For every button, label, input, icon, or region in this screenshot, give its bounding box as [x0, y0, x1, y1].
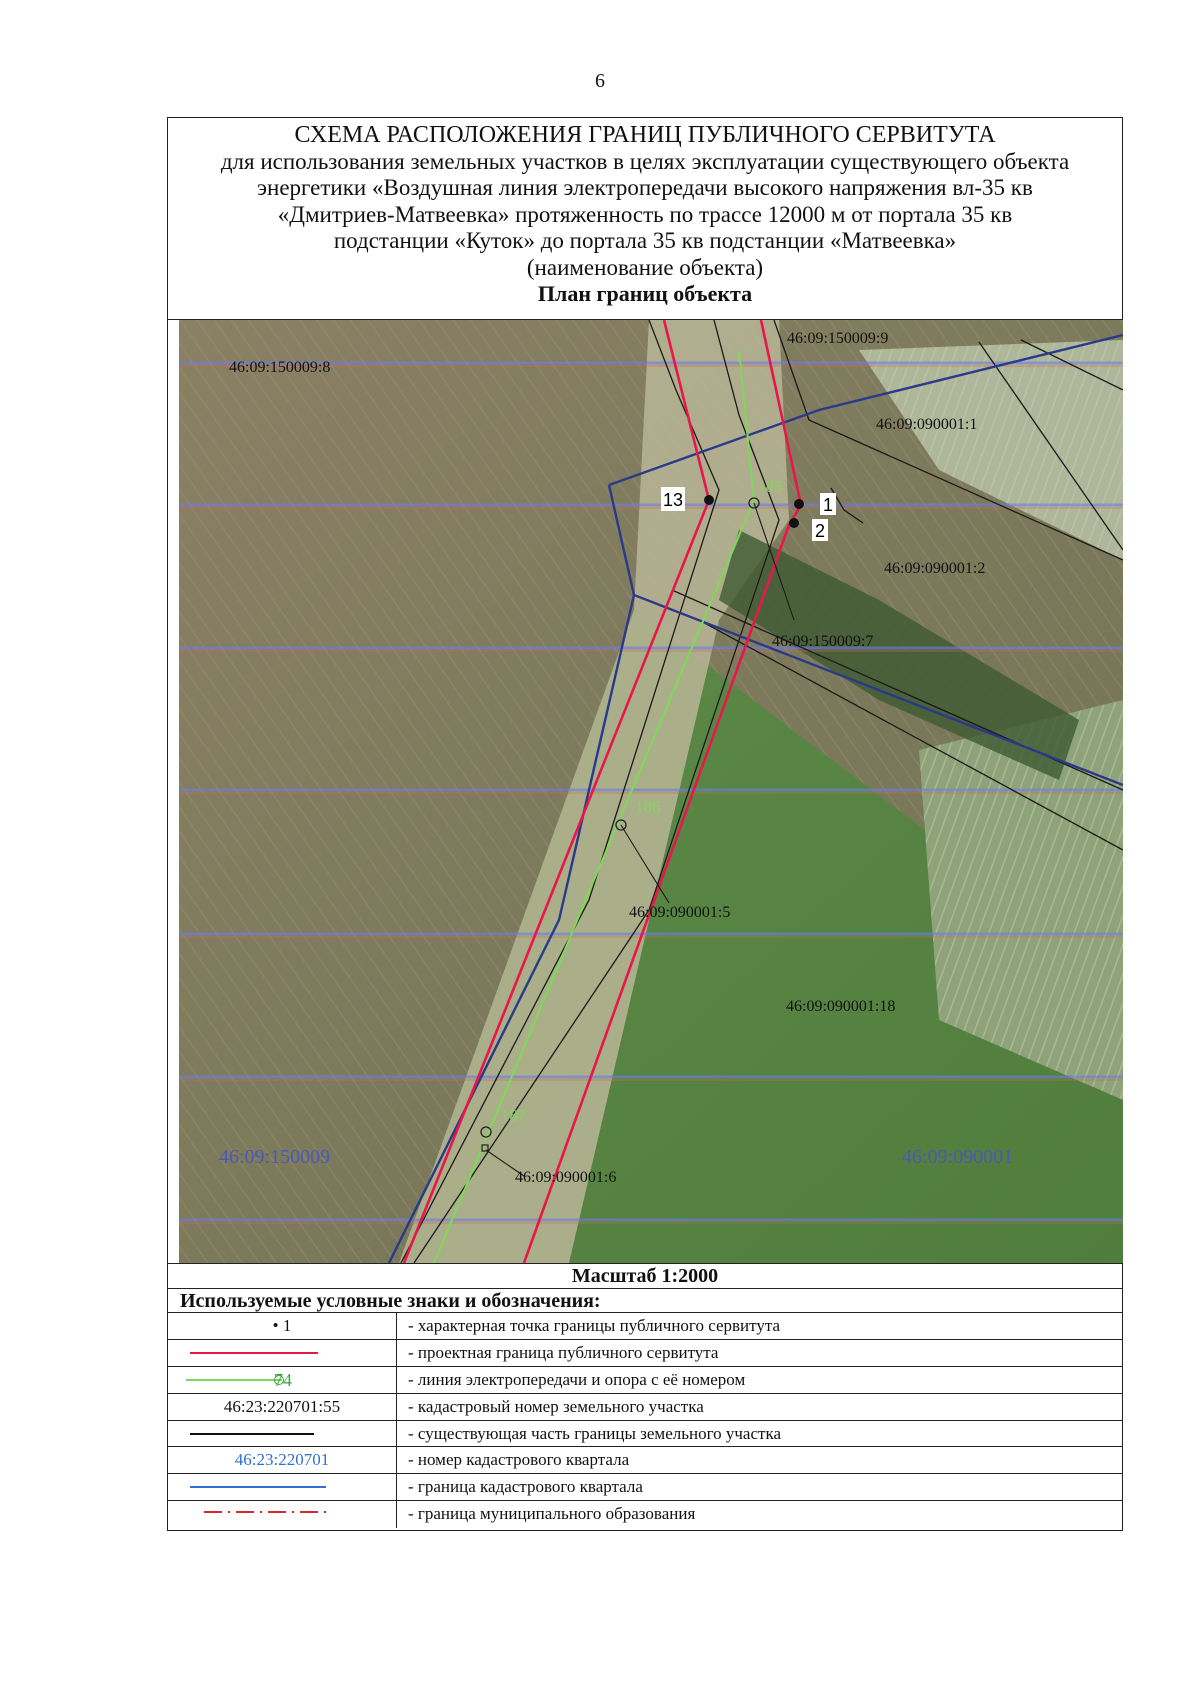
parcel-label-150009-7: 46:09:150009:7 — [772, 633, 874, 650]
legend-desc-power-line: - линия электропередачи и опора с её номером — [408, 1369, 746, 1389]
legend-row-quarter-boundary — [168, 1474, 1122, 1501]
quarter-label-090001: 46:09:090001 — [902, 1146, 1014, 1168]
point-2-label: 2 — [814, 521, 826, 541]
municipal-line-swatch — [168, 1501, 397, 1527]
legend-desc-servitude-boundary: - проектная граница публичного сервитута — [408, 1342, 719, 1362]
schema-subtitle-line-3: «Дмитриев-Матвеевка» протяженность по трассе 12000 м от портала 35 кв — [277, 201, 1013, 227]
point-13-label: 13 — [662, 490, 684, 510]
pole-187-label: 187 — [501, 1106, 527, 1125]
legend-symbol-parcel-number: 46:23:220701:55 — [168, 1394, 397, 1420]
legend-desc-quarter-boundary: - граница кадастрового квартала — [408, 1477, 643, 1497]
legend-symbol-municipal-boundary — [168, 1501, 397, 1528]
plan-title: План границ объекта — [537, 281, 753, 306]
schema-frame — [167, 117, 1123, 1531]
legend-symbol-servitude-boundary — [168, 1340, 397, 1366]
pole-number-sample: 74 — [274, 1369, 292, 1390]
legend-row-parcel-number — [168, 1394, 1122, 1421]
legend-title: Используемые условные знаки и обозначения: — [168, 1289, 1122, 1313]
legend-desc-boundary-point: - характерная точка границы публичного сервитута — [408, 1316, 781, 1335]
map-scale: Масштаб 1:2000 — [168, 1263, 1122, 1289]
schema-title: СХЕМА РАСПОЛОЖЕНИЯ ГРАНИЦ ПУБЛИЧНОГО СЕРВИТУТА — [294, 122, 996, 148]
legend-desc-quarter-number: - номер кадастрового квартала — [408, 1450, 630, 1470]
legend-row-power-line — [168, 1367, 1122, 1394]
object-name-caption: (наименование объекта) — [526, 254, 764, 280]
parcel-label-090001-5: 46:09:090001:5 — [629, 904, 731, 921]
legend-desc-parcel-number: - кадастровый номер земельного участка — [408, 1396, 704, 1416]
parcel-line-swatch — [190, 1433, 314, 1435]
quarter-label-150009: 46:09:150009 — [219, 1146, 331, 1168]
legend-symbol-quarter-number: 46:23:220701 — [168, 1447, 397, 1473]
legend-symbol-quarter-boundary — [168, 1474, 397, 1500]
page-number: 6 — [595, 70, 605, 92]
quarter-line-swatch — [190, 1486, 326, 1488]
pole-185-label: 185 — [757, 477, 783, 496]
power-line-swatch — [186, 1379, 282, 1381]
pole-circle-icon — [274, 1375, 284, 1385]
legend-symbol-parcel-boundary — [168, 1421, 397, 1447]
point-1-label: 1 — [822, 495, 834, 515]
schema-subtitle-line-4: подстанции «Куток» до портала 35 кв подстанции «Матвеевка» — [333, 228, 957, 253]
point-2-marker[interactable] — [789, 518, 799, 528]
parcel-label-150009-8: 46:09:150009:8 — [229, 359, 331, 376]
legend-symbol-boundary-point: • 1 — [168, 1313, 397, 1339]
legend-desc-municipal-boundary: - граница муниципального образования — [408, 1504, 696, 1524]
legend-row-municipal-boundary — [168, 1501, 1122, 1528]
point-1-marker[interactable] — [794, 499, 804, 509]
legend-row-servitude-boundary — [168, 1340, 1122, 1367]
legend-row-quarter-number — [168, 1447, 1122, 1474]
parcel-label-090001-18: 46:09:090001:18 — [786, 998, 896, 1015]
schema-subtitle-line-2: энергетики «Воздушная линия электропередачи высокого напряжения вл-35 кв — [257, 175, 1033, 200]
parcel-label-090001-1: 46:09:090001:1 — [876, 416, 978, 433]
point-13-marker[interactable] — [704, 495, 714, 505]
parcel-label-090001-2: 46:09:090001:2 — [884, 560, 986, 577]
parcel-label-150009-9: 46:09:150009:9 — [787, 330, 889, 347]
schema-subtitle-line-1: для использования земельных участков в целях эксплуатации существующего объекта — [220, 148, 1070, 174]
map-view[interactable] — [179, 320, 1123, 1263]
parcel-label-090001-6: 46:09:090001:6 — [515, 1169, 617, 1186]
legend-row-boundary-point — [168, 1313, 1122, 1340]
legend-table — [168, 1313, 1122, 1528]
legend-row-parcel-boundary — [168, 1421, 1122, 1448]
title-block — [168, 118, 1122, 320]
legend-desc-parcel-boundary: - существующая часть границы земельного участка — [408, 1423, 781, 1443]
map-canvas[interactable] — [179, 320, 1123, 1263]
pole-186-label: 186 — [635, 797, 661, 816]
servitude-line-swatch — [190, 1352, 318, 1354]
legend-symbol-power-line — [168, 1367, 397, 1393]
